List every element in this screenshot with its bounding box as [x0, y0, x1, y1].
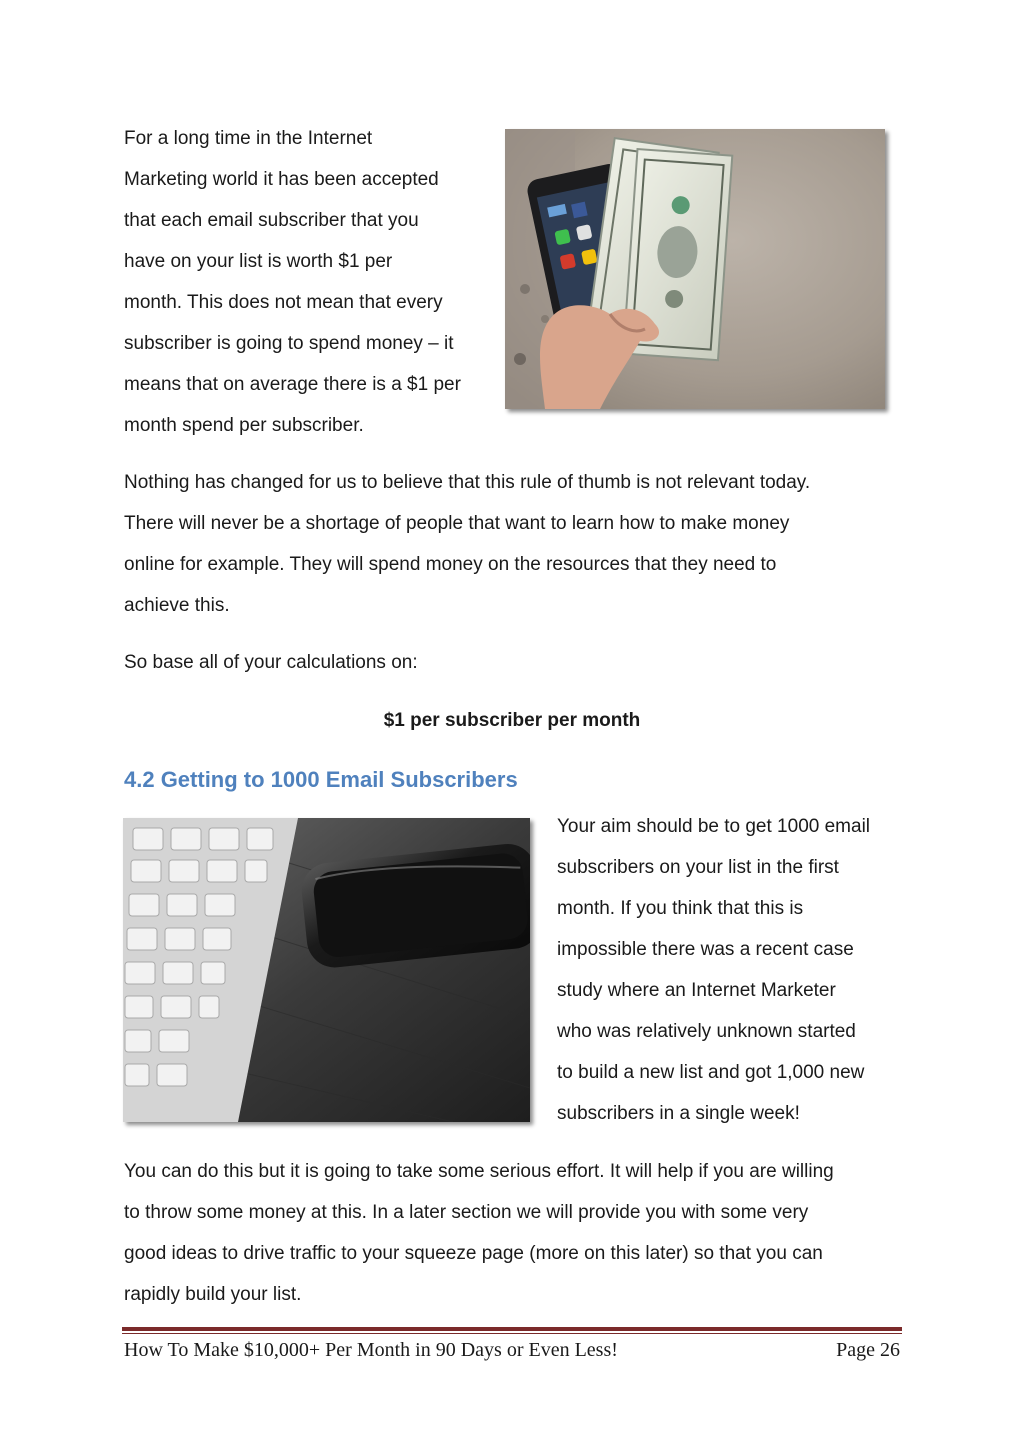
intro-line: Marketing world it has been accepted [124, 169, 439, 190]
money-phone-image [505, 129, 885, 409]
section-heading: 4.2 Getting to 1000 Email Subscribers [124, 767, 518, 792]
section-line: Your aim should be to get 1000 email [557, 816, 871, 837]
highlight-rule: $1 per subscriber per month [383, 710, 641, 731]
paragraph-line: Nothing has changed for us to believe that this rule of thumb is not relevant today. [124, 472, 811, 493]
effort-paragraph [124, 1151, 914, 1315]
paragraph-line: to throw some money at this. In a later section we will provide you with some very [124, 1202, 809, 1223]
intro-line: that each email subscriber that you [124, 210, 419, 231]
keyboard-phone-image [123, 818, 530, 1122]
keyboard-phone-illustration [123, 818, 530, 1122]
footer-page-number: Page 26 [836, 1339, 900, 1361]
intro-line: month spend per subscriber. [124, 415, 364, 436]
paragraph-line: You can do this but it is going to take some serious effort. It will help if you are willing [124, 1161, 834, 1182]
paragraph-line: online for example. They will spend money on the resources that they need to [124, 554, 777, 575]
section-line: impossible there was a recent case [557, 939, 854, 960]
calculation-intro: So base all of your calculations on: [124, 652, 418, 673]
paragraph-line: achieve this. [124, 595, 230, 616]
paragraph-line: good ideas to drive traffic to your squeeze page (more on this later) so that you can [124, 1243, 823, 1264]
intro-line: have on your list is worth $1 per [124, 251, 393, 272]
intro-paragraph [124, 118, 494, 446]
footer-title: How To Make $10,000+ Per Month in 90 Days or Even Less! [124, 1339, 618, 1361]
section-line: month. If you think that this is [557, 898, 804, 919]
intro-line: For a long time in the Internet [124, 128, 373, 149]
section-line: subscribers on your list in the first [557, 857, 839, 878]
section-line: subscribers in a single week! [557, 1103, 800, 1124]
footer-rule-thin [122, 1333, 902, 1334]
intro-line: subscriber is going to spend money – it [124, 333, 454, 354]
paragraph-line: There will never be a shortage of people that want to learn how to make money [124, 513, 790, 534]
body-paragraph [124, 462, 904, 626]
section-line: to build a new list and got 1,000 new [557, 1062, 865, 1083]
intro-line: month. This does not mean that every [124, 292, 443, 313]
paragraph-line: rapidly build your list. [124, 1284, 302, 1305]
money-phone-illustration [505, 129, 885, 409]
section-paragraph [557, 806, 907, 1134]
section-line: study where an Internet Marketer [557, 980, 836, 1001]
footer-rule-thick [122, 1327, 902, 1331]
section-line: who was relatively unknown started [557, 1021, 856, 1042]
intro-line: means that on average there is a $1 per [124, 374, 461, 395]
